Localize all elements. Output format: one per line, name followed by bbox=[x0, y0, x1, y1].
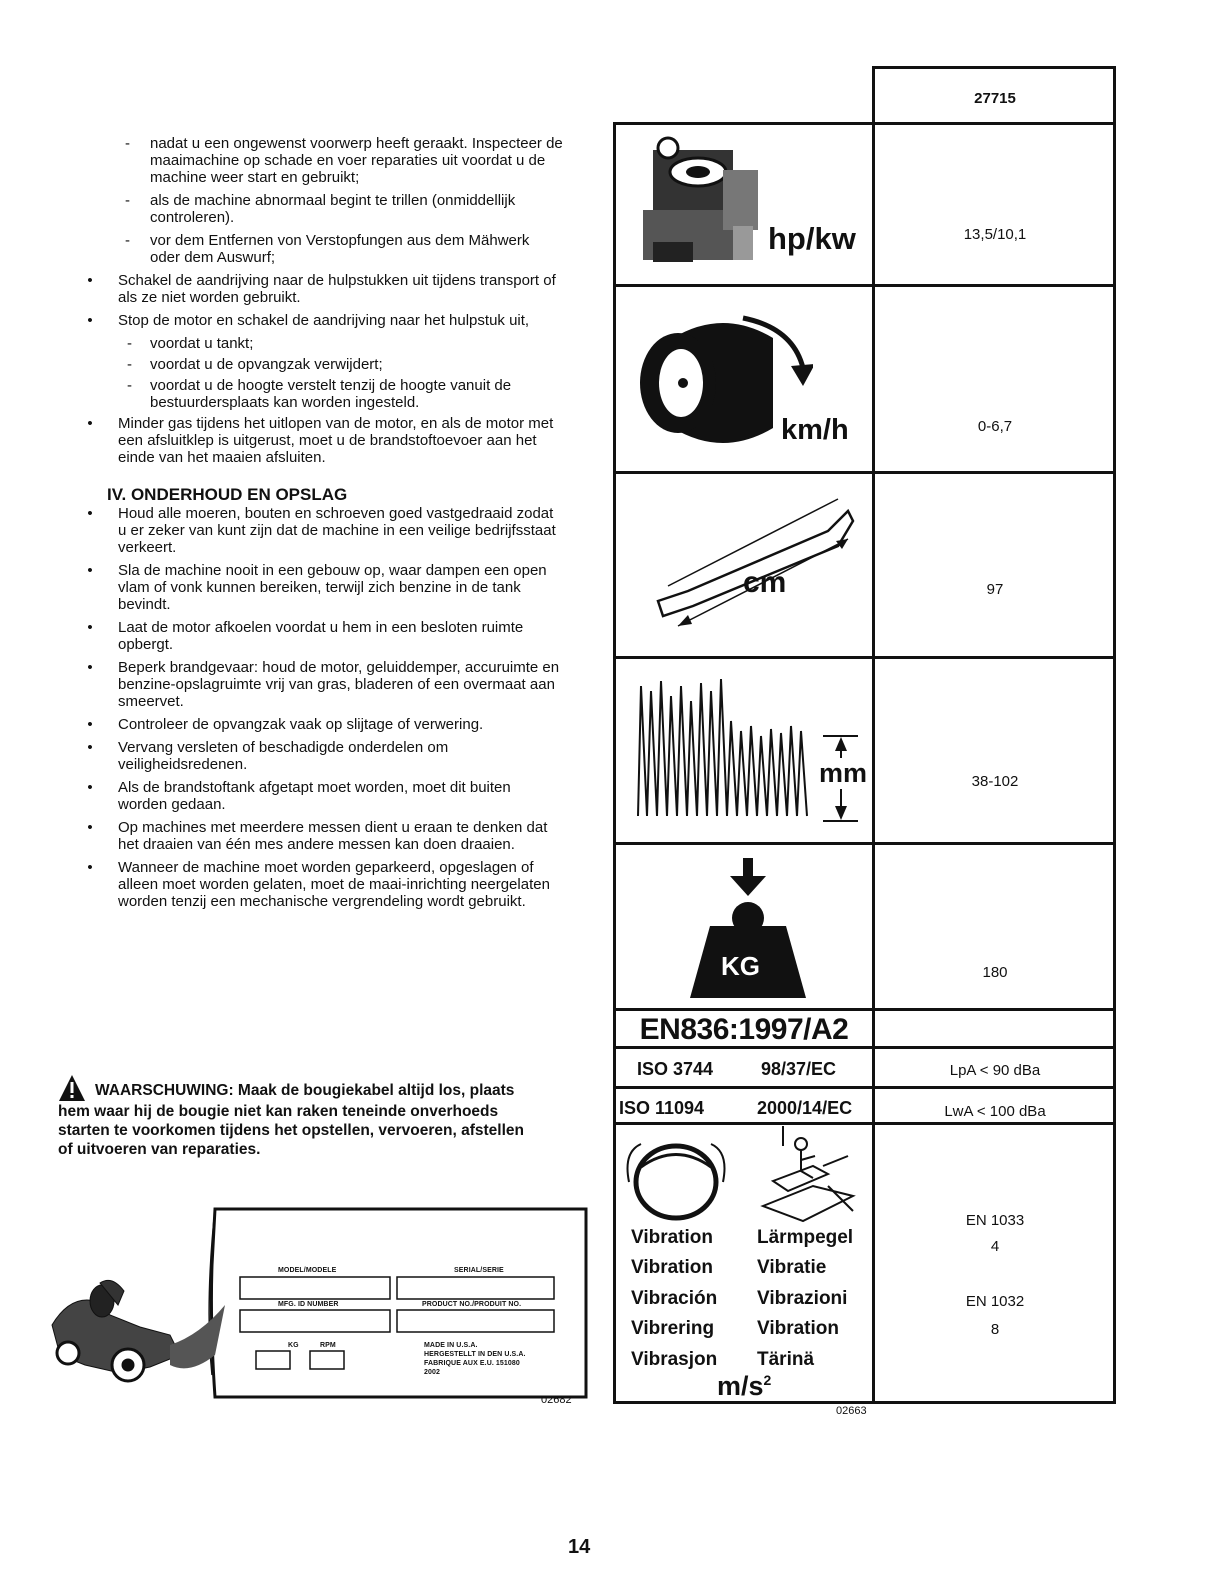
height-value: 38-102 bbox=[971, 773, 1019, 790]
list-item bbox=[85, 716, 563, 733]
vibration-standard-1: EN 1033 bbox=[965, 1212, 1025, 1229]
list-item bbox=[85, 356, 563, 373]
list-item-text: Vervang versleten of beschadigde onderdelen om veiligheidsredenen. bbox=[118, 739, 449, 773]
instructions-column bbox=[85, 135, 563, 916]
vib-word-left-1: Vibration bbox=[631, 1227, 713, 1248]
list-marker: • bbox=[87, 562, 93, 579]
list-marker: • bbox=[87, 859, 93, 876]
vibration-standard-2: EN 1032 bbox=[965, 1293, 1025, 1310]
list-item-text: vor dem Entfernen von Verstopfungen aus dem Mähwerk oder dem Auswurf; bbox=[150, 232, 530, 266]
list-item-text: Als de brandstoftank afgetapt moet worden, moet dit buiten worden gedaan. bbox=[118, 779, 511, 813]
vibration-unit-exponent: 2 bbox=[763, 1372, 772, 1388]
list-marker: - bbox=[127, 356, 132, 373]
list-item bbox=[85, 659, 563, 710]
steering-wheel-vibration-icon bbox=[621, 1132, 731, 1227]
model-label: MODEL/MODELE bbox=[278, 1267, 337, 1274]
rpm-label: RPM bbox=[320, 1342, 336, 1349]
list-marker: • bbox=[87, 716, 93, 733]
list-marker: - bbox=[125, 232, 130, 249]
speed-unit-label: km/h bbox=[781, 414, 849, 446]
list-item-text: nadat u een ongewenst voorwerp heeft geraakt. Inspecteer de maaimachine op schade en voer reparaties uit voordat u de machine weer start en gebruikt; bbox=[150, 135, 563, 186]
list-marker: • bbox=[87, 739, 93, 756]
list-item-text: Beperk brandgevaar: houd de motor, geluiddemper, accuruimte en benzine-opslagruimte vrij van gras, bladeren of een overmaat aan smeervet. bbox=[118, 659, 560, 710]
engine-icon bbox=[633, 130, 773, 280]
list-item-text: Schakel de aandrijving naar de hulpstukken uit tijdens transport of als ze niet worden gebruikt. bbox=[118, 272, 556, 306]
list-item bbox=[85, 377, 563, 411]
vib-word-right-1: Lärmpegel bbox=[757, 1227, 854, 1248]
width-unit-label: cm bbox=[743, 566, 787, 599]
list-item-text: voordat u de opvangzak verwijdert; bbox=[150, 356, 383, 373]
iso-directive-2: 2000/14/EC bbox=[757, 1098, 853, 1118]
warning-text: WAARSCHUWING: Maak de bougiekabel altijd los, plaats hem waar hij de bougie niet kan raken teneinde onverhoeds starten te voorkomen tijdens het opstellen, vervoeren, afstellen of uitvoeren van reparaties. bbox=[58, 1082, 524, 1158]
mower-plate-drawing bbox=[40, 1205, 590, 1415]
vib-word-left-3: Vibración bbox=[631, 1288, 718, 1309]
list-item-text: Stop de motor en schakel de aandrijving naar het hulpstuk uit, bbox=[118, 312, 530, 329]
list-item bbox=[85, 272, 563, 306]
list-marker: - bbox=[127, 377, 132, 394]
list-item-text: Wanneer de machine moet worden geparkeerd, opgeslagen of alleen moet worden gelaten, moet de maai-inrichting neergelaten worden tenzij een mechanische vergrendeling wordt gebruikt. bbox=[118, 859, 550, 910]
vibration-value-1: 4 bbox=[990, 1238, 1000, 1255]
product-number-label: PRODUCT NO./PRODUIT NO. bbox=[422, 1301, 522, 1308]
power-unit-label: hp/kw bbox=[768, 221, 856, 256]
list-marker: • bbox=[87, 505, 93, 522]
serial-label: SERIAL/SERIE bbox=[454, 1267, 504, 1274]
made-in-line-2: HERGESTELLT IN DEN U.S.A. bbox=[424, 1351, 526, 1358]
list-item bbox=[85, 779, 563, 813]
vib-word-left-4: Vibrering bbox=[631, 1318, 715, 1339]
list-marker: - bbox=[125, 192, 130, 209]
made-in-line-4: 2002 bbox=[424, 1369, 440, 1376]
list-item bbox=[85, 415, 563, 466]
list-item bbox=[85, 135, 563, 186]
vib-word-left-5: Vibrasjon bbox=[631, 1349, 718, 1370]
warning-triangle-icon bbox=[58, 1074, 94, 1102]
list-item bbox=[85, 819, 563, 853]
speed-value: 0-6,7 bbox=[977, 418, 1013, 435]
list-item-text: Laat de motor afkoelen voordat u hem in een besloten ruimte opbergt. bbox=[118, 619, 524, 653]
made-in-line-3: FABRIQUE AUX E.U. 151080 bbox=[424, 1360, 520, 1367]
list-item-text: Op machines met meerdere messen dient u eraan te denken dat het draaien van één mes andere messen kan doen draaien. bbox=[118, 819, 548, 853]
list-item-text: Houd alle moeren, bouten en schroeven goed vastgedraaid zodat u er zeker van kunt zijn dat de machine in een veilige bedrijfsstaat verkeert. bbox=[118, 505, 556, 556]
warning-block bbox=[58, 1074, 528, 1159]
vibration-unit-base: m/s bbox=[717, 1371, 764, 1401]
list-marker: • bbox=[87, 272, 93, 289]
section-heading: IV. ONDERHOUD EN OPSLAG bbox=[107, 485, 348, 504]
list-marker: • bbox=[87, 659, 93, 676]
kg-label: KG bbox=[288, 1342, 299, 1349]
weight-value: 180 bbox=[982, 964, 1008, 981]
vib-word-right-4: Vibration bbox=[757, 1318, 839, 1339]
lwa-value: LwA < 100 dBa bbox=[944, 1103, 1046, 1120]
list-marker: - bbox=[127, 335, 132, 352]
page-number: 14 bbox=[568, 1536, 591, 1558]
list-item bbox=[85, 859, 563, 910]
list-item-text: Controleer de opvangzak vaak op slijtage of verwering. bbox=[118, 716, 484, 733]
height-unit-label: mm bbox=[819, 758, 868, 788]
list-marker: • bbox=[87, 312, 93, 329]
standard-title: EN836:1997/A2 bbox=[639, 1013, 849, 1046]
list-item bbox=[85, 192, 563, 226]
iso-directive-1: 98/37/EC bbox=[761, 1059, 837, 1079]
vib-word-left-2: Vibration bbox=[631, 1257, 713, 1278]
iso-standard-2: ISO 11094 bbox=[619, 1098, 705, 1118]
list-marker: • bbox=[87, 619, 93, 636]
list-item-text: Minder gas tijdens het uitlopen van de motor, en als de motor met een afsluitklep is uitgerust, moet u de brandstoftoevoer aan het einde van het maaien afsluiten. bbox=[118, 415, 554, 466]
list-marker: • bbox=[87, 779, 93, 796]
weight-unit-label: KG bbox=[721, 951, 760, 981]
cutting-width-icon bbox=[648, 491, 858, 631]
seat-vibration-icon bbox=[753, 1126, 863, 1226]
list-item bbox=[85, 739, 563, 773]
list-item bbox=[85, 312, 563, 329]
vib-word-right-5: Tärinä bbox=[757, 1349, 815, 1370]
lpa-value: LpA < 90 dBa bbox=[949, 1062, 1041, 1079]
iso-standard-1: ISO 3744 bbox=[637, 1059, 714, 1079]
list-marker: • bbox=[87, 415, 93, 432]
list-marker: - bbox=[125, 135, 130, 152]
list-item-text: voordat u tankt; bbox=[150, 335, 254, 352]
list-item bbox=[85, 335, 563, 352]
list-item bbox=[85, 619, 563, 653]
power-value: 13,5/10,1 bbox=[963, 226, 1027, 243]
vib-word-right-2: Vibratie bbox=[757, 1257, 827, 1278]
model-number: 27715 bbox=[974, 90, 1016, 107]
vib-word-right-3: Vibrazioni bbox=[757, 1288, 848, 1309]
list-item-text: als de machine abnormaal begint te trillen (onmiddellijk controleren). bbox=[150, 192, 516, 226]
list-item bbox=[85, 505, 563, 556]
list-item-text: voordat u de hoogte verstelt tenzij de hoogte vanuit de bestuurdersplaats kan worden ingesteld. bbox=[150, 377, 512, 411]
list-item bbox=[85, 232, 563, 266]
vibration-unit bbox=[717, 1371, 771, 1402]
list-item-text: Sla de machine nooit in een gebouw op, waar dampen een open vlam of vonk kunnen bereiken, terwijl zich benzine in de tank bevindt. bbox=[118, 562, 547, 613]
cutting-height-icon bbox=[633, 671, 868, 836]
specification-table bbox=[613, 66, 1116, 1404]
mfg-id-label: MFG. ID NUMBER bbox=[278, 1301, 339, 1308]
plate-reference-number: 02682 bbox=[541, 1394, 572, 1406]
width-value: 97 bbox=[986, 581, 1004, 598]
vibration-value-2: 8 bbox=[990, 1321, 1000, 1338]
table-reference-number: 02663 bbox=[836, 1405, 867, 1417]
made-in-line-1: MADE IN U.S.A. bbox=[424, 1342, 478, 1349]
list-item bbox=[85, 562, 563, 613]
list-marker: • bbox=[87, 819, 93, 836]
identification-plate-illustration bbox=[40, 1205, 590, 1415]
